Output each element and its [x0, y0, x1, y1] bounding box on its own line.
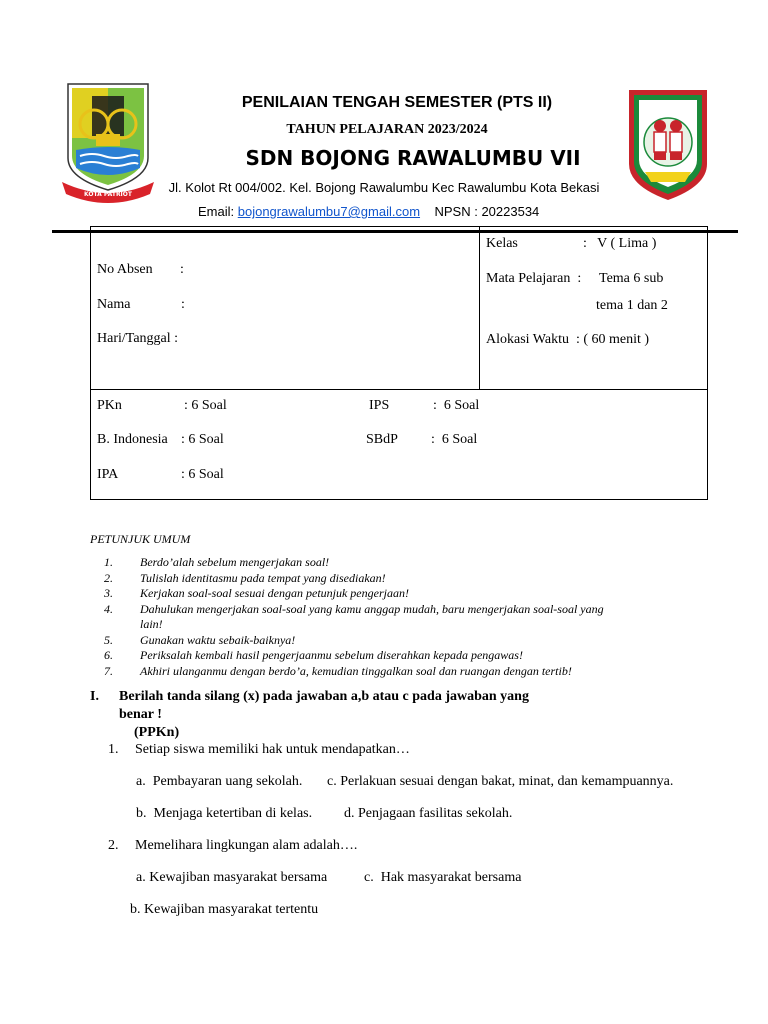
subject-sbdp-count: : 6 Soal: [431, 432, 478, 447]
no-absen-label: No Absen: [97, 262, 153, 277]
exam-title: PENILAIAN TENGAH SEMESTER (PTS II): [241, 94, 553, 111]
subject-bind: B. Indonesia: [97, 432, 168, 447]
answer-option-a[interactable]: a. Pembayaran uang sekolah.: [136, 774, 303, 789]
answer-option-c[interactable]: c. Perlakuan sesuai dengan bakat, minat, dan kemampuannya.: [327, 774, 674, 789]
school-address: Jl. Kolot Rt 004/002. Kel. Bojong Rawalumbu Kec Rawalumbu Kota Bekasi: [168, 180, 600, 195]
question-number: 2.: [108, 838, 119, 853]
question-text: Memelihara lingkungan alam adalah….: [135, 838, 358, 853]
list-item: 3. Kerjakan soal-soal sesuai dengan petunjuk pengerjaan!: [104, 586, 409, 600]
subject-sbdp: SBdP: [366, 432, 398, 447]
mapel-label: Mata Pelajaran :: [486, 271, 582, 286]
answer-option-b[interactable]: b. Kewajiban masyarakat tertentu: [130, 902, 319, 917]
answer-option-c[interactable]: c. Hak masyarakat bersama: [364, 870, 522, 885]
logo-text: KOTA PATRIOT: [83, 191, 132, 198]
npsn: NPSN : 20223534: [434, 204, 540, 219]
alokasi-waktu: Alokasi Waktu : ( 60 menit ): [486, 332, 650, 347]
petunjuk-list: [104, 555, 664, 679]
list-item: 2. Tulislah identitasmu pada tempat yang disediakan!: [104, 570, 386, 585]
contact-line: [198, 204, 539, 219]
no-absen-colon: :: [180, 262, 184, 277]
subject-bind-count: : 6 Soal: [181, 432, 224, 447]
petunjuk-heading: PETUNJUK UMUM: [90, 532, 191, 546]
school-name: SDN BOJONG RAWALUMBU VII: [245, 146, 581, 170]
subject-ipa: IPA: [97, 467, 119, 482]
school-emblem-icon: [625, 86, 711, 204]
section-instruction-cont: benar !: [119, 707, 162, 722]
hari-tanggal-label: Hari/Tanggal :: [97, 331, 179, 346]
subject-pkn: PKn: [97, 398, 122, 413]
subject-ips-count: : 6 Soal: [433, 398, 480, 413]
section-subject: (PPKn): [134, 725, 180, 740]
email-link[interactable]: bojongrawalumbu7@gmail.com: [237, 204, 421, 219]
subject-pkn-count: : 6 Soal: [184, 398, 227, 413]
mapel-value-cont: tema 1 dan 2: [596, 298, 668, 313]
section-number: I.: [90, 689, 99, 704]
list-item: 6. Periksalah kembali hasil pengerjaanmu sebelum diserahkan kepada pengawas!: [104, 648, 523, 662]
email-label: Email:: [198, 204, 238, 219]
nama-colon: :: [181, 297, 185, 312]
section-instruction: Berilah tanda silang (x) pada jawaban a,b atau c pada jawaban yang: [119, 689, 529, 704]
list-item: 4. Dahulukan mengerjakan soal-soal yang kamu anggap mudah, baru mengerjakan soal-soal yang lain!: [104, 601, 604, 631]
nama-label: Nama: [97, 297, 131, 312]
subject-ipa-count: : 6 Soal: [181, 467, 224, 482]
answer-option-d[interactable]: d. Penjagaan fasilitas sekolah.: [344, 806, 513, 821]
academic-year: TAHUN PELAJARAN 2023/2024: [286, 122, 488, 137]
list-item: 7. Akhiri ulanganmu dengan berdo’a, kemudian tinggalkan soal dan ruangan dengan tertib!: [104, 663, 572, 678]
identity-divider: [479, 226, 480, 390]
kelas-label: Kelas: [486, 236, 518, 251]
list-item: 1. Berdo’alah sebelum mengerjakan soal!: [104, 555, 330, 569]
subject-ips: IPS: [369, 398, 390, 413]
list-item: 5. Gunakan waktu sebaik-baiknya!: [104, 632, 296, 647]
kelas-value: : V ( Lima ): [583, 236, 657, 251]
mapel-value: Tema 6 sub: [599, 271, 664, 286]
question-number: 1.: [108, 742, 119, 757]
answer-option-b[interactable]: b. Menjaga ketertiban di kelas.: [136, 806, 313, 821]
answer-option-a[interactable]: a. Kewajiban masyarakat bersama: [136, 870, 328, 885]
question-text: Setiap siswa memiliki hak untuk mendapatkan…: [135, 742, 410, 757]
